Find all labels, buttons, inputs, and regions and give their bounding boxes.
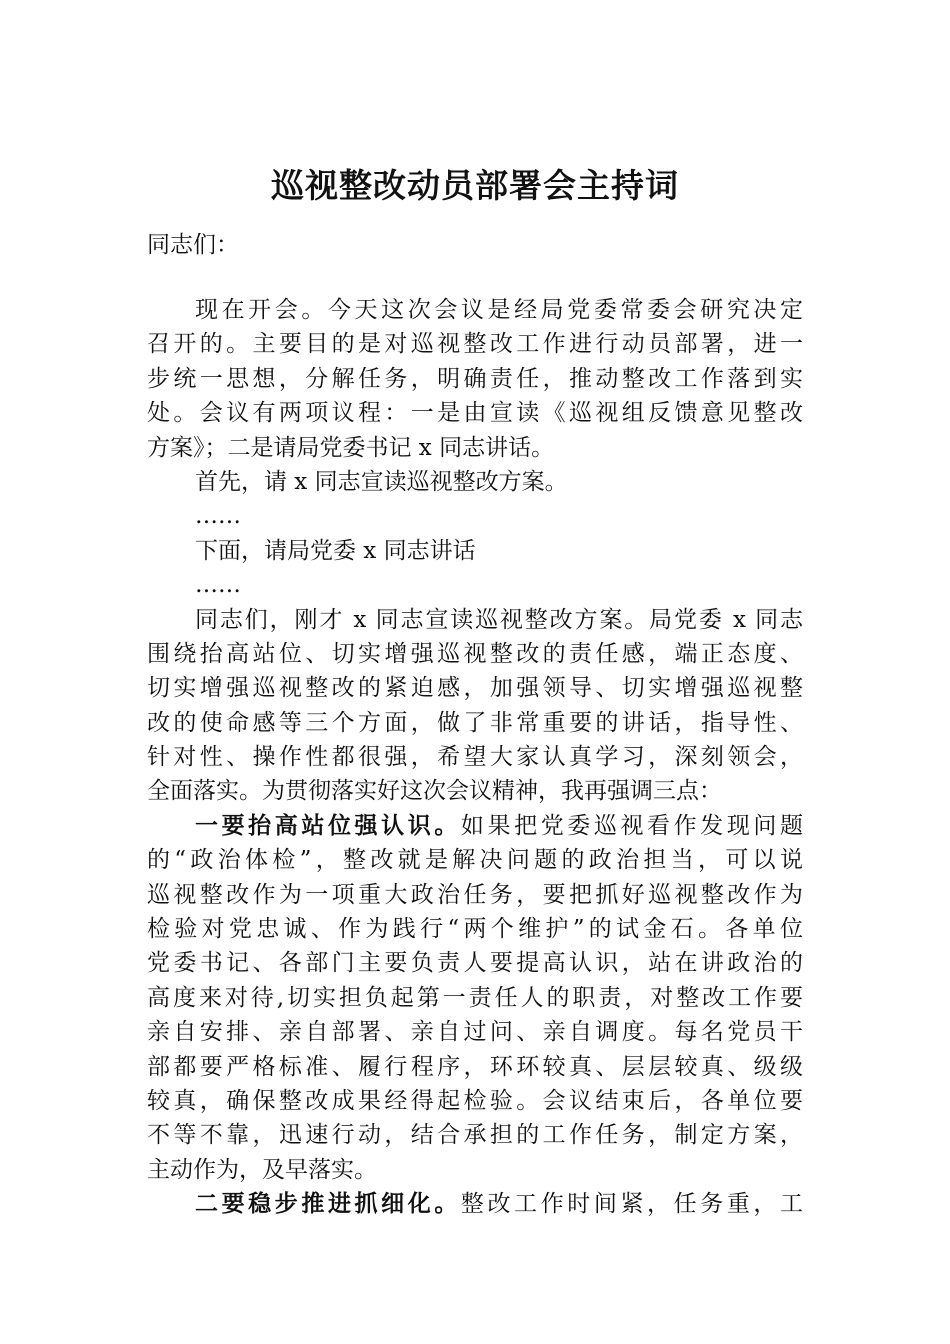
text-span: 如果把党委巡视看作发现问题 (460, 812, 804, 839)
text-line: 的“政治体检”，整改就是解决问题的政治担当，可以说 (147, 847, 803, 874)
text-line: …… (195, 503, 241, 530)
text-line: 围绕抬高站位、切实增强巡视整改的责任感，端正态度、 (147, 640, 803, 667)
paragraph (147, 1187, 803, 1221)
text-line (147, 809, 803, 843)
paragraph (147, 809, 803, 1187)
text-line: 改的使命感等三个方面，做了非常重要的讲话，指导性、 (147, 709, 803, 736)
text-line: 不等不靠，迅速行动，结合承担的工作任务，制定方案， (147, 1122, 803, 1149)
text-line: 步统一思想，分解任务，明确责任，推动整改工作落到实 (147, 365, 803, 392)
text-line: 下面，请局党委 x 同志讲话 (195, 537, 476, 564)
greeting: 同志们： (147, 232, 239, 258)
document-title: 巡视整改动员部署会主持词 (271, 166, 679, 205)
text-line: 针对性、操作性都很强，希望大家认真学习，深刻领会， (147, 744, 803, 771)
paragraph (147, 499, 803, 533)
paragraph (147, 465, 803, 499)
text-span: 整改工作时间紧，任务重，工 (460, 1191, 804, 1218)
text-line: 主动作为，及早落实。 (147, 1156, 377, 1183)
text-line: 部都要严格标准、履行程序，环环较真、层层较真、级级 (147, 1053, 803, 1080)
text-line: 同志们，刚才 x 同志宣读巡视整改方案。局党委 x 同志 (195, 606, 803, 633)
paragraph (147, 534, 803, 568)
section-heading: 二要稳步推进抓细化。 (195, 1190, 461, 1218)
text-line: 高度来对待,切实担负起第一责任人的职责，对整改工作要 (147, 984, 803, 1011)
paragraph (147, 603, 803, 809)
paragraph (147, 568, 803, 602)
text-line: 切实增强巡视整改的紧迫感，加强领导、切实增强巡视整 (147, 675, 803, 702)
document-body (147, 293, 803, 1222)
text-line: 全面落实。为贯彻落实好这次会议精神，我再强调三点： (147, 778, 722, 805)
text-line: 方案》；二是请局党委书记 x 同志讲话。 (147, 434, 555, 461)
text-line: 亲自安排、亲自部署、亲自过问、亲自调度。每名党员干 (147, 1019, 803, 1046)
paragraph (147, 293, 803, 465)
text-line: 处。会议有两项议程：一是由宣读《巡视组反馈意见整改 (147, 400, 803, 427)
text-line: 巡视整改作为一项重大政治任务，要把抓好巡视整改作为 (147, 881, 803, 908)
section-heading: 一要抬高站位强认识。 (195, 811, 461, 839)
text-line: 召开的。主要目的是对巡视整改工作进行动员部署，进一 (147, 331, 803, 358)
text-line: …… (195, 572, 241, 599)
text-line: 较真，确保整改成果经得起检验。会议结束后，各单位要 (147, 1087, 803, 1114)
text-line: 现在开会。今天这次会议是经局党委常委会研究决定 (195, 297, 803, 323)
text-line: 首先，请 x 同志宣读巡视整改方案。 (195, 468, 568, 495)
text-line (147, 1187, 803, 1221)
text-line: 检验对党忠诚、作为践行“两个维护”的试金石。各单位 (147, 916, 803, 943)
text-line: 党委书记、各部门主要负责人要提高认识，站在讲政治的 (147, 950, 803, 977)
